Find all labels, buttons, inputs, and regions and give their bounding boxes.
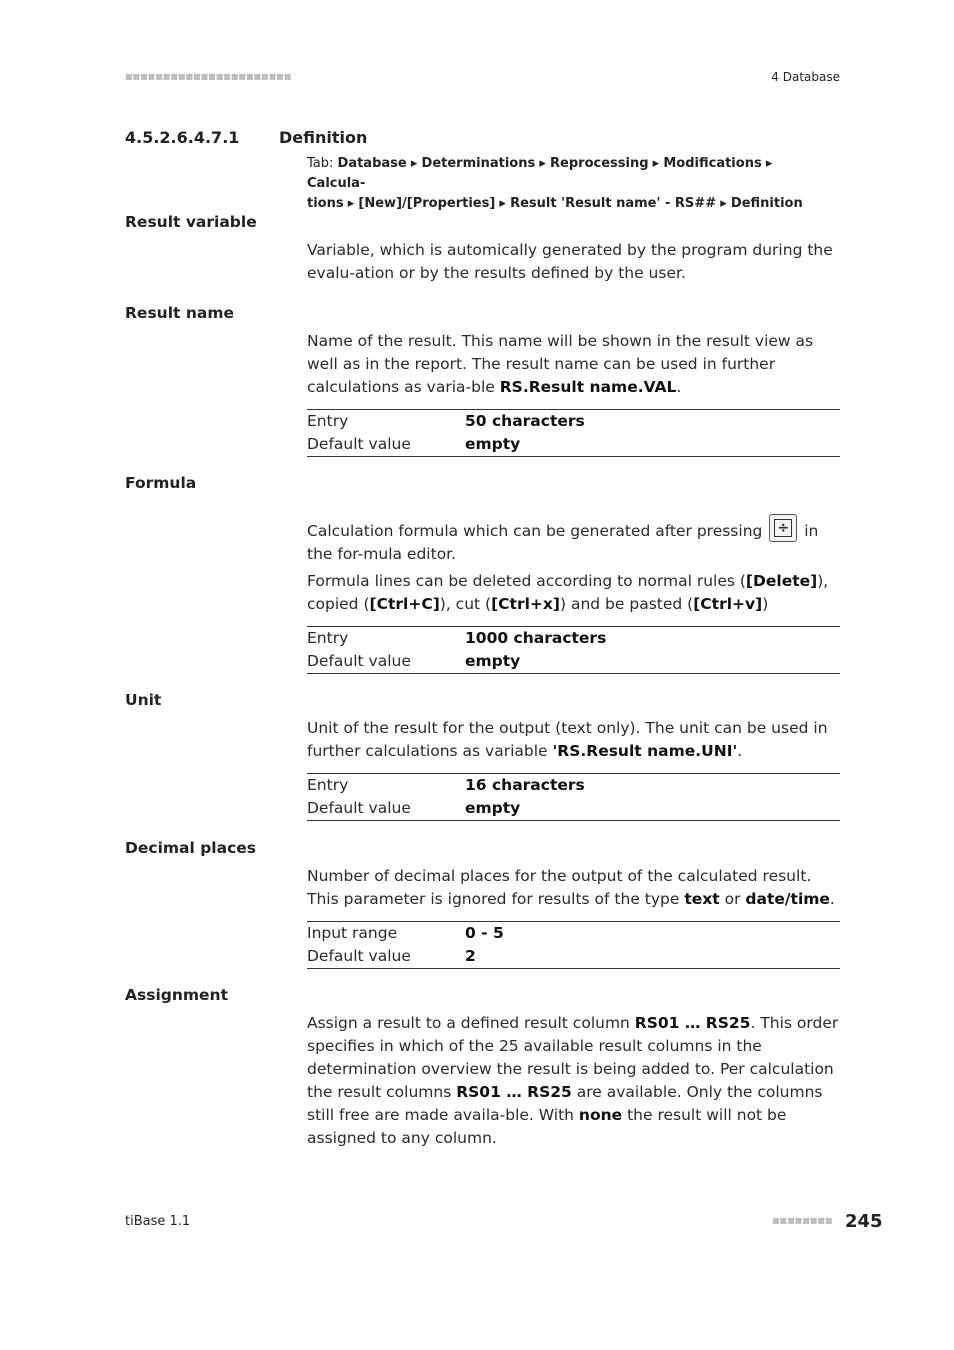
- table-row: Default value empty: [307, 652, 521, 670]
- path-arrow-icon: ▸: [499, 196, 506, 211]
- formula-description: Calculation formula which can be generated after pressing ÷ in the for-mula editor.: [307, 514, 840, 566]
- formula-table: [307, 626, 840, 674]
- result-variable-label: Result variable: [125, 213, 257, 231]
- path-item: tions: [307, 196, 344, 211]
- path-item: Result 'Result name' - RS##: [510, 196, 717, 211]
- path-tab-label: Tab:: [307, 156, 338, 171]
- calculator-icon: ÷: [769, 514, 797, 542]
- chapter-title: 4 Database: [771, 70, 840, 84]
- result-name-label: Result name: [125, 304, 234, 322]
- footer-decoration: ■■■■■■■■: [772, 1216, 833, 1225]
- table-row: Entry 16 characters: [307, 776, 585, 794]
- path-item: Calcula-: [307, 176, 366, 191]
- assignment-description: Assign a result to a defined result column RS01 … RS25. This order specifies in which of the 25 available result columns in the determination overview the result is being added to. Per calculation the result columns RS01 … RS25 are available. Only the columns still free are made availa-ble. With none the result will not be assigned to any column.: [307, 1014, 839, 1147]
- table-row: Default value empty: [307, 435, 521, 453]
- page-number: 245: [845, 1211, 883, 1232]
- path-arrow-icon: ▸: [720, 196, 727, 211]
- formula-label: Formula: [125, 474, 197, 492]
- table-row: Input range 0 - 5: [307, 924, 504, 942]
- navigation-path: [307, 154, 827, 214]
- path-item: Definition: [730, 196, 803, 211]
- decimal-places-description: Number of decimal places for the output of the calculated result. This parameter is ignored for results of the type text or date/time.: [307, 867, 835, 908]
- table-row: Default value 2: [307, 947, 476, 965]
- path-arrow-icon: ▸: [410, 156, 418, 171]
- decimal-places-table: [307, 921, 840, 969]
- path-arrow-icon: ▸: [347, 196, 355, 211]
- assignment-label: Assignment: [125, 986, 228, 1004]
- path-arrow-icon: ▸: [652, 156, 660, 171]
- unit-table: [307, 773, 840, 821]
- path-item: Modifications: [663, 156, 762, 171]
- result-variable-description: Variable, which is automically generated by the program during the evalu-ation or by the results defined by the user.: [307, 241, 833, 282]
- header-decoration: ■■■■■■■■■■■■■■■■■■■■■■: [125, 72, 292, 81]
- path-item: Determinations: [421, 156, 536, 171]
- path-arrow-icon: ▸: [765, 156, 773, 171]
- unit-label: Unit: [125, 691, 162, 709]
- table-row: Default value empty: [307, 799, 521, 817]
- path-item: [New]/[Properties]: [358, 196, 496, 211]
- path-item: Database: [337, 156, 407, 171]
- path-arrow-icon: ▸: [539, 156, 546, 171]
- result-name-description: Name of the result. This name will be shown in the result view as well as in the report. The result name can be used in further calculations as varia-ble RS.Result name.VAL.: [307, 332, 814, 396]
- section-title: Definition: [279, 128, 368, 147]
- section-number: 4.5.2.6.4.7.1: [125, 128, 240, 147]
- formula-editing-note: Formula lines can be deleted according to normal rules ([Delete]), copied ([Ctrl+C]), cut ([Ctrl+x]) and be pasted ([Ctrl+v]): [307, 572, 829, 613]
- result-name-table: [307, 409, 840, 457]
- table-row: Entry 50 characters: [307, 412, 585, 430]
- footer-product: tiBase 1.1: [125, 1214, 191, 1229]
- table-row: Entry 1000 characters: [307, 629, 607, 647]
- path-item: Reprocessing: [550, 156, 649, 171]
- decimal-places-label: Decimal places: [125, 839, 256, 857]
- unit-description: Unit of the result for the output (text only). The unit can be used in further calculations as variable 'RS.Result name.UNI'.: [307, 719, 828, 760]
